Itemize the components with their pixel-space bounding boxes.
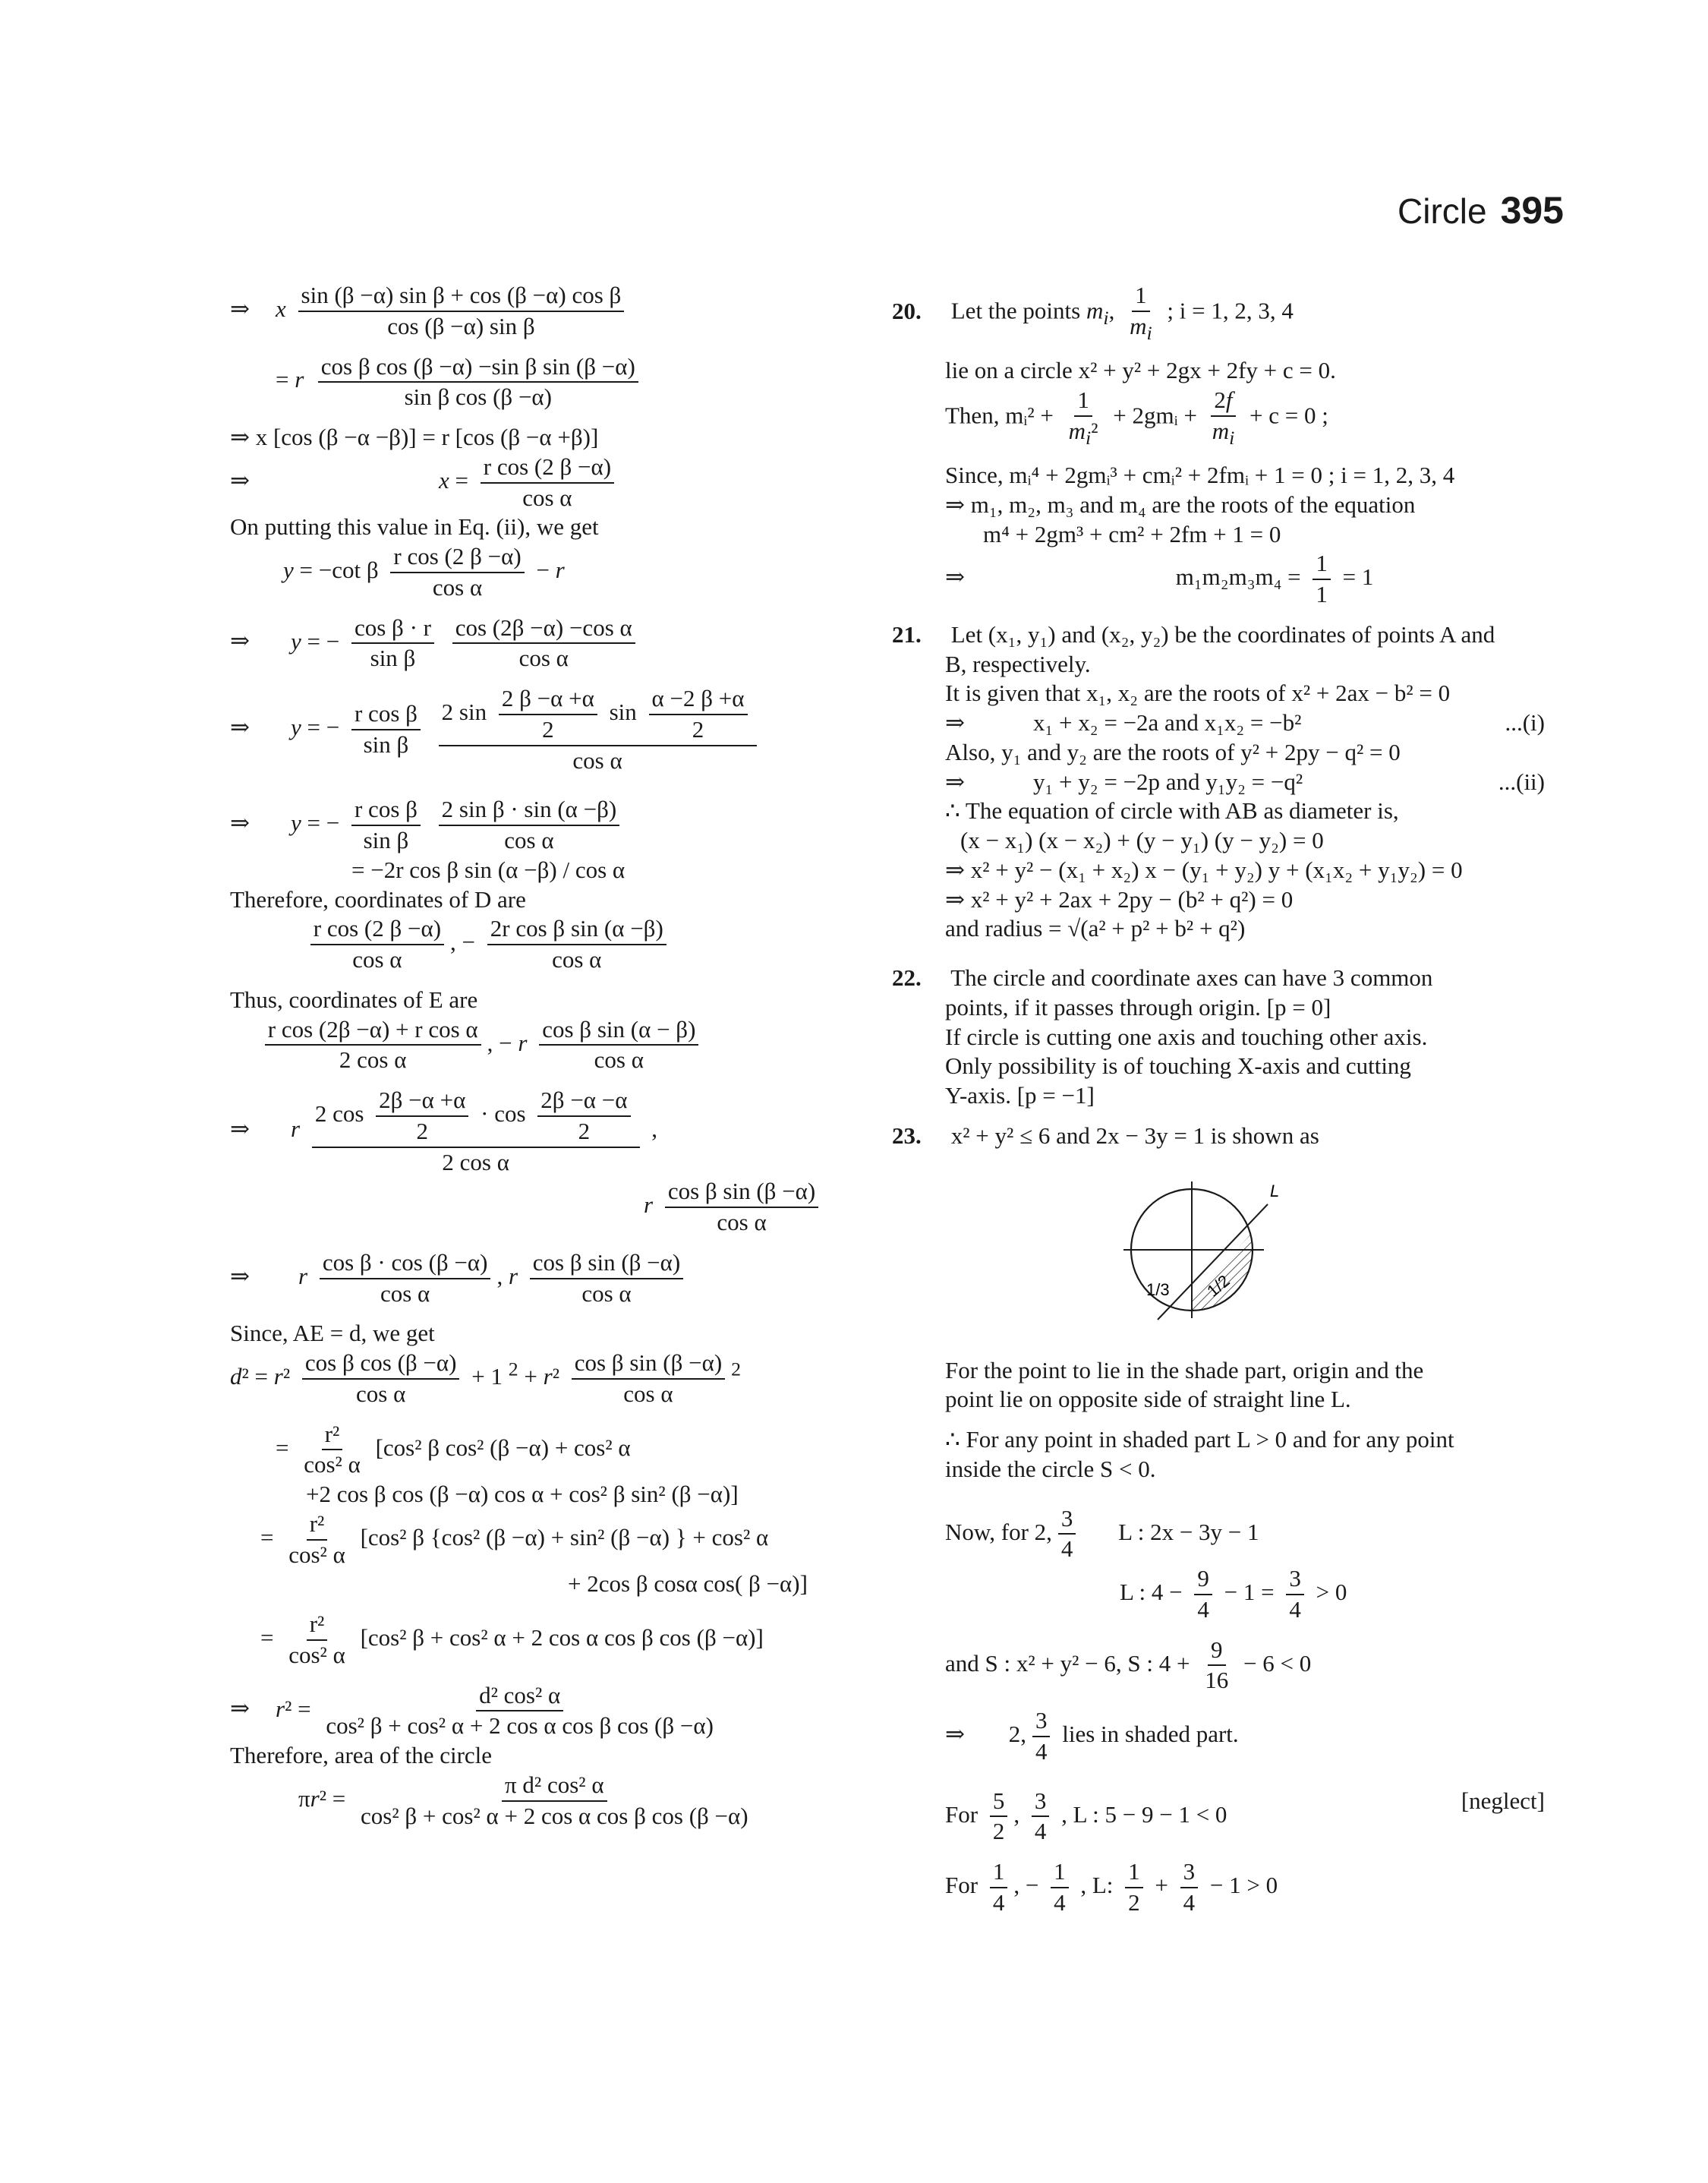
text-line (892, 1425, 1545, 1455)
page-header (1398, 188, 1564, 232)
text-line: Therefore, coordinates of D are (230, 885, 526, 913)
eq-line: = $\frac{\text{r²}}{\text{cos² α}}$ [cos² β {cos² (β −α) + sin² (β −α) } + cos² α (230, 1509, 837, 1570)
numerator: cos β · cos (β −α) (320, 1248, 491, 1279)
denominator: cos α (352, 946, 402, 973)
text: ; i = 1, 2, 3, 4 (1167, 297, 1294, 324)
numerator: 2β −α −α (537, 1086, 630, 1117)
denominator: 2 (578, 1117, 591, 1144)
eq-line: $\frac{\text{r cos (2β −α) + r cos α}}{\text{2 cos α}}$ , − r $\frac{\text{cos β sin (α − β)}}{\text{cos α}}$ (230, 1015, 837, 1076)
numerator: cos β cos (β −α) −sin β sin (β −α) (318, 352, 638, 383)
eq-line: d² = r² $\frac{\text{cos β cos (β −α)}}{\text{cos α}}$ + 1 $^2$ + r² $\frac{\text{cos β sin (β −α)}}{\text{cos α}}$ $^2$ (230, 1349, 837, 1409)
text: Now, for (945, 1518, 1029, 1545)
fraction: $\frac{5}{2}$ (990, 1787, 1008, 1847)
chapter-title: Circle (1398, 191, 1487, 231)
eq-line: = r $\frac{\text{cos β cos (β −α) −sin β sin (β −α)}}{\text{sin β cos (β −α)}}$ (230, 352, 837, 413)
text: > 0 (1316, 1579, 1347, 1606)
text: = 1 (1342, 563, 1374, 591)
question-number: 21. (892, 620, 922, 648)
text: (x − x₁) (x − x₂) + (y − y₁) (y − y₂) = 0 (960, 827, 1324, 854)
text: y₁ + y₂ = −2p and y₁y₂ = −q² (1032, 768, 1303, 795)
text: If circle is cutting one axis and touching other axis. (945, 1023, 1428, 1050)
equation-text: +2 cos β cos (β −α) cos α + cos² β sin² (β −α)] (306, 1481, 739, 1507)
denominator: cos² β + cos² α + 2 cos α cos β cos (β −α) (326, 1712, 714, 1740)
fraction (665, 1177, 818, 1238)
denominator: 2 cos α (339, 1046, 407, 1074)
eq-line: ⇒ y = − $\frac{\text{cos β · r}}{\text{sin β}}$ $\frac{\text{cos (2β −α) −cos α}}{\text{cos α}}$ (230, 614, 837, 674)
eq-line: For $\frac{1}{4}$ , − $\frac{1}{4}$ , L: $\frac{1}{2}$ + $\frac{3}{4}$ − 1 > 0 (892, 1857, 1545, 1918)
fraction (499, 684, 597, 745)
denominator: 2 cos α (442, 1148, 509, 1175)
eq-line: ⇒ r $\frac{\text{cos β · cos (β −α)}}{\text{cos α}}$ , r $\frac{\text{cos β sin (β −α)}}{\text{cos α}}$ (230, 1248, 837, 1309)
right-column (892, 281, 1545, 1918)
eq-line (892, 1564, 1545, 1625)
text-line (892, 856, 1545, 885)
eq-tag: ...(ii) (1498, 768, 1545, 795)
text: Since, mᵢ⁴ + 2gmᵢ³ + cmᵢ² + 2fmᵢ + 1 = 0 ; i = 1, 2, 3, 4 (945, 462, 1455, 489)
text: m⁴ + 2gm³ + cm² + 2fm + 1 = 0 (983, 520, 1281, 547)
numerator: r² (322, 1420, 343, 1451)
fraction (310, 914, 444, 975)
fraction (376, 1086, 468, 1147)
text: ⇒ m₁, m₂, m₃ and m₄ are the roots of the equation (945, 491, 1416, 518)
text-line (892, 356, 1545, 386)
text: For (945, 1872, 978, 1899)
text: Let the points (950, 297, 1081, 324)
denominator: cos α (504, 827, 554, 853)
denominator: cos α (572, 746, 622, 774)
denominator: cos² α (304, 1451, 361, 1478)
question-number: 23. (892, 1121, 922, 1149)
text: ∴ For any point in shaded part L > 0 and for any point (945, 1426, 1454, 1453)
text-line (892, 679, 1545, 708)
eq-line: For $\frac{5}{2}$ , $\frac{3}{4}$ , L : 5 − 9 − 1 < 0 [neglect] (892, 1787, 1545, 1847)
eq-line: ⇒ 2, $\frac{3}{4}$ lies in shaded part. (892, 1706, 1545, 1767)
text: points, if it passes through origin. [p = 0] (945, 993, 1331, 1021)
numerator: r cos β (351, 699, 421, 730)
neglect-tag: [neglect] (1461, 1787, 1545, 1814)
eq-line: πr² = $\frac{\text{π d² cos² α}}{\text{cos² β + cos² α + 2 cos α cos β cos (β −α)}}$ (230, 1771, 837, 1831)
equation-text: [cos² β cos² (β −α) + cos² α (375, 1434, 631, 1461)
label-one-half: 1/2 (1203, 1270, 1234, 1301)
numerator: π d² cos² α (502, 1771, 607, 1802)
text: It is given that x₁, x₂ are the roots of x² + 2ax − b² = 0 (945, 680, 1451, 707)
eq-line (230, 1569, 837, 1599)
denominator: 2 (542, 715, 554, 743)
numerator: cos (2β −α) −cos α (452, 614, 635, 645)
denominator: cos α (432, 573, 483, 601)
denominator: 2 (692, 715, 704, 743)
denominator: cos α (581, 1279, 632, 1307)
denominator: cos (β −α) sin β (387, 312, 535, 339)
fraction (439, 795, 620, 856)
text: − 1 > 0 (1209, 1872, 1278, 1899)
text: Also, y₁ and y₂ are the roots of y² + 2py − q² = 0 (945, 738, 1401, 765)
denominator: sin β (363, 827, 409, 853)
text: ∴ The equation of circle with AB as diameter is, (945, 797, 1399, 825)
question-21-line (892, 620, 1545, 650)
eq-line: ⇒ x₁ + x₂ = −2a and x₁x₂ = −b² ...(i) (892, 708, 1545, 738)
question-23-line (892, 1121, 1545, 1151)
fraction (285, 1509, 348, 1570)
left-column (230, 281, 837, 1831)
text: + 2gmᵢ + (1113, 402, 1197, 429)
fraction: 2 cos $\frac{2\beta -\alpha +\alpha}{2}$ · cos $\frac{2\beta -\alpha -\alpha}{2}$ 2 cos α (312, 1086, 640, 1177)
numerator: cos β sin (α − β) (539, 1015, 698, 1046)
equation-text: = −2r cos β sin (α −β) / cos α (351, 856, 626, 883)
eq-line: y = −cot β $\frac{\text{r cos (2 β −α)}}{\text{cos α}}$ − r (230, 542, 837, 603)
text: The circle and coordinate axes can have 3 common (950, 964, 1433, 992)
question-22-line (892, 964, 1545, 993)
question-number: 22. (892, 964, 922, 992)
text-line (892, 1385, 1545, 1415)
fraction (358, 1771, 752, 1831)
numerator: r cos (2 β −α) (390, 542, 524, 573)
eq-line: ⇒ x = $\frac{\text{r cos (2 β −α)}}{\text{cos α}}$ (230, 453, 837, 513)
numerator: cos β sin (β −α) (665, 1177, 818, 1208)
fraction (390, 542, 524, 603)
text: , L : 5 − 9 − 1 < 0 (1061, 1800, 1227, 1828)
numerator: cos β cos (β −α) (302, 1349, 460, 1380)
fraction (265, 1015, 481, 1076)
denominator: 2 (416, 1117, 429, 1144)
equation-text: [cos² β + cos² α + 2 cos α cos β cos (β −α)] (360, 1623, 764, 1651)
eq-line: Now, for 2, $\frac{3}{4}$ L : 2x − 3y − 1 (892, 1504, 1545, 1565)
text-line (892, 826, 1545, 856)
eq-line: ⇒ y = − $\frac{\text{r cos β}}{\text{sin β}}$ 2 sin $\frac{2 \beta -\alpha +\alpha}{2}$ sin $\frac{\alpha -2 \beta +\alpha}{2}$ cos α (230, 684, 837, 775)
text: x² + y² ≤ 6 and 2x − 3y = 1 is shown as (950, 1121, 1319, 1149)
text-line (892, 520, 1545, 550)
text: m₁m₂m₃m₄ = (1175, 563, 1301, 591)
fraction (572, 1349, 725, 1409)
fraction (320, 1248, 491, 1309)
denominator: cos α (518, 645, 569, 672)
eq-line: r $\frac{\text{cos β sin (β −α)}}{\text{cos α}}$ (230, 1177, 837, 1238)
label-L: L (1270, 1181, 1280, 1200)
text-line (892, 914, 1545, 944)
denominator: sin β cos (β −α) (404, 383, 552, 411)
numerator: cos β sin (β −α) (530, 1248, 683, 1279)
text-line (892, 461, 1545, 491)
text: L : 4 − (1120, 1579, 1183, 1606)
denominator: cos α (717, 1209, 767, 1235)
text: L : 2x − 3y − 1 (1118, 1518, 1259, 1545)
text: + c = 0 ; (1249, 402, 1328, 429)
numerator: sin (β −α) sin β + cos (β −α) cos β (298, 281, 625, 312)
fraction: $\frac{1}{4}$ (1051, 1857, 1069, 1918)
fraction (351, 795, 421, 856)
text: lies in shaded part. (1062, 1721, 1239, 1748)
numerator: 2 sin β · sin (α −β) (439, 795, 620, 826)
text-line: On putting this value in Eq. (ii), we get (230, 513, 599, 541)
fraction: $\frac{3}{4}$ (1180, 1857, 1199, 1918)
numerator: r cos (2 β −α) (481, 453, 614, 484)
fraction: $\frac{2f}{m_i}$ (1212, 386, 1235, 449)
text: ⇒ x² + y² − (x₁ + x₂) x − (y₁ + y₂) y + (x₁x₂ + y₁y₂) = 0 (945, 856, 1463, 883)
text-line (892, 1455, 1545, 1484)
numerator: r cos (2β −α) + r cos α (265, 1015, 481, 1046)
fraction (530, 1248, 683, 1309)
fraction (285, 1610, 348, 1670)
question-20-line: 20. Let the points $m_i$, $\frac{1}{m_i}$ ; i = 1, 2, 3, 4 (892, 281, 1545, 345)
fraction (351, 614, 434, 674)
text-line: Thus, coordinates of E are (230, 986, 478, 1013)
numerator: 2r cos β sin (α −β) (487, 914, 666, 945)
text-line (892, 993, 1545, 1023)
text: and radius = √(a² + p² + b² + q²) (945, 915, 1246, 942)
fraction (487, 914, 666, 975)
fraction (351, 699, 421, 760)
text: For the point to lie in the shade part, origin and the (945, 1356, 1424, 1383)
denominator: cos² α (288, 1641, 345, 1668)
fraction (298, 281, 625, 342)
text-line (892, 797, 1545, 826)
text: − 1 = (1224, 1579, 1275, 1606)
numerator: r cos β (351, 795, 421, 826)
fraction (481, 453, 614, 513)
denominator: sin β (370, 645, 416, 672)
text-line (892, 491, 1545, 520)
equation-text: [cos² β {cos² (β −α) + sin² (β −α) } + cos² α (360, 1523, 769, 1550)
fraction: $\frac{3}{4}$ (1286, 1564, 1304, 1625)
text: B, respectively. (945, 650, 1091, 677)
fraction: $\frac{3}{4}$ (1032, 1706, 1051, 1767)
text-line (892, 1052, 1545, 1081)
eq-line: $\frac{\text{r cos (2 β −α)}}{\text{cos α}}$ , − $\frac{\text{2r cos β sin (α −β)}}{\text{cos α}}$ (230, 914, 837, 975)
fraction (649, 684, 748, 745)
eq-line (892, 386, 1545, 450)
fraction: $\frac{9}{16}$ (1205, 1636, 1229, 1694)
numerator: cos β · r (351, 614, 434, 645)
eq-line: ⇒ r² = $\frac{\text{d² cos² α}}{\text{cos² β + cos² α + 2 cos α cos β cos (β −α)}}$ (230, 1681, 837, 1742)
text: point lie on opposite side of straight line L. (945, 1386, 1351, 1413)
question-number: 20. (892, 297, 922, 324)
text: Then, mᵢ² + (945, 402, 1054, 429)
eq-line (230, 856, 837, 885)
eq-line: = $\frac{\text{r²}}{\text{cos² α}}$ [cos² β + cos² α + 2 cos α cos β cos (β −α)] (230, 1610, 837, 1670)
denominator: cos α (522, 484, 572, 511)
text: and S : x² + y² − 6, S : 4 + (945, 1649, 1190, 1677)
fraction: $\frac{3}{4}$ (1058, 1504, 1076, 1565)
denominator: cos α (623, 1380, 673, 1407)
text: lie on a circle x² + y² + 2gx + 2fy + c = 0. (945, 357, 1336, 384)
text-line (892, 1081, 1545, 1111)
text-line (892, 885, 1545, 915)
fraction: $\frac{3}{4}$ (1032, 1787, 1050, 1847)
fraction (537, 1086, 630, 1147)
equation-text: + 2cos β cosα cos( β −α)] (568, 1570, 808, 1598)
eq-line: ⇒ x [cos (β −α −β)] = r [cos (β −α +β)] (230, 424, 599, 450)
denominator: cos α (356, 1380, 406, 1407)
page-number: 395 (1500, 189, 1564, 232)
text-line: Therefore, area of the circle (230, 1742, 493, 1768)
fraction (318, 352, 638, 413)
numerator: 2β −α +α (376, 1086, 468, 1117)
denominator: cos α (380, 1279, 430, 1307)
text: For (945, 1800, 978, 1828)
fraction (301, 1420, 364, 1481)
text: ⇒ x² + y² + 2ax + 2py − (b² + q²) = 0 (945, 885, 1294, 913)
numerator: d² cos² α (476, 1681, 563, 1712)
eq-line: ⇒ r 2 cos $\frac{2\beta -\alpha +\alpha}{2}$ · cos $\frac{2\beta -\alpha -\alpha}{2}$ 2 cos α , (230, 1086, 837, 1177)
eq-line (230, 1480, 837, 1509)
text: inside the circle S < 0. (945, 1455, 1156, 1482)
numerator: r cos (2 β −α) (310, 914, 444, 945)
eq-line: ⇒ m₁m₂m₃m₄ = $\frac{1}{1}$ = 1 (892, 549, 1545, 610)
numerator: r² (307, 1509, 328, 1541)
fraction (452, 614, 635, 674)
text: , L: (1080, 1872, 1114, 1899)
text: x₁ + x₂ = −2a and x₁x₂ = −b² (1032, 709, 1302, 737)
fraction: $\frac{1}{m_i}$ (1130, 282, 1152, 344)
denominator: cos² α (288, 1541, 345, 1568)
label-one-third: 1/3 (1146, 1279, 1170, 1299)
eq-tag: ...(i) (1505, 709, 1545, 737)
text: Only possibility is of touching X-axis and cutting (945, 1052, 1411, 1080)
fraction (302, 1349, 460, 1409)
text: − 6 < 0 (1243, 1649, 1312, 1677)
fraction: 2 sin $\frac{2 \beta -\alpha +\alpha}{2}$ sin $\frac{\alpha -2 \beta +\alpha}{2}$ cos α (439, 684, 757, 775)
eq-line: ⇒ y₁ + y₂ = −2p and y₁y₂ = −q² ...(ii) (892, 768, 1545, 797)
denominator: cos² β + cos² α + 2 cos α cos β cos (β −α) (361, 1802, 748, 1829)
eq-line (892, 1636, 1545, 1696)
denominator: cos α (552, 946, 602, 973)
text-line (892, 1023, 1545, 1052)
fraction: $\frac{1}{4}$ (990, 1857, 1008, 1918)
numerator: α −2 β +α (649, 684, 748, 715)
denominator: sin β (363, 731, 409, 759)
text-line: Since, AE = d, we get (230, 1320, 435, 1347)
circle-line-figure (1120, 1159, 1287, 1326)
eq-line: = $\frac{\text{r²}}{\text{cos² α}}$ [cos² β cos² (β −α) + cos² α (230, 1420, 837, 1481)
numerator: cos β sin (β −α) (572, 1349, 725, 1380)
text-line (892, 1356, 1545, 1386)
fraction (539, 1015, 698, 1076)
fraction: $\frac{9}{4}$ (1194, 1564, 1212, 1625)
fraction (323, 1681, 717, 1742)
text: Y-axis. [p = −1] (945, 1082, 1095, 1109)
eq-line: ⇒ y = − $\frac{\text{r cos β}}{\text{sin β}}$ $\frac{\text{2 sin β · sin (α −β)}}{\text{cos α}}$ (230, 795, 837, 856)
eq-line: ⇒ x $\frac{\text{sin (β −α) sin β + cos (β −α) cos β}}{\text{cos (β −α) sin β}}$ (230, 281, 837, 342)
fraction: $\frac{1}{m_i^2}$ (1068, 386, 1098, 449)
text-line (892, 650, 1545, 680)
denominator: cos α (594, 1046, 644, 1074)
text: Let (x₁, y₁) and (x₂, y₂) be the coordinates of points A and (950, 620, 1495, 648)
fraction: $\frac{1}{2}$ (1125, 1857, 1143, 1918)
text-line (892, 738, 1545, 768)
fraction: $\frac{1}{1}$ (1313, 549, 1331, 610)
numerator: 2 β −α +α (499, 684, 597, 715)
numerator: r² (307, 1610, 328, 1641)
